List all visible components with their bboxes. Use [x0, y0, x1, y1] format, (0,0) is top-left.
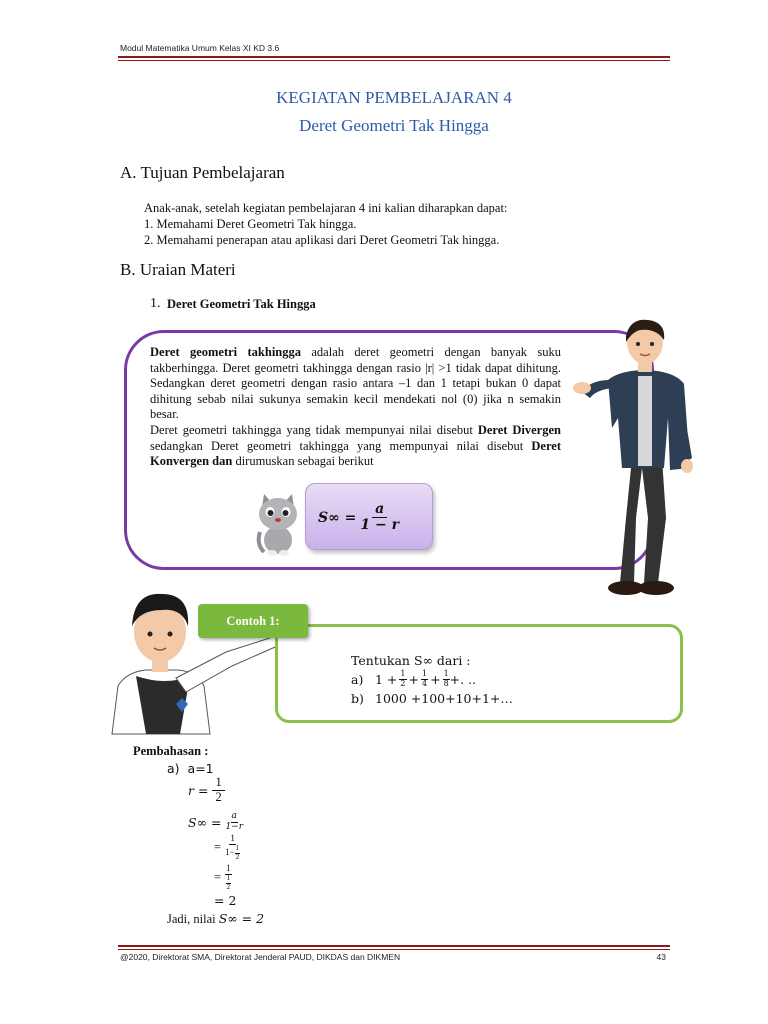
plus-sign-1: +	[408, 672, 419, 687]
definition-part-1: adalah deret geometri dengan banyak suku takberhingga. Deret geometri takhingga dengan rasio |r| >1 tidak dapat dihitung. Sedangkan deret geometri dengan rasio antara –1 dan 1 tetapi bukan 0 dapat dihitung sebab nilai sukunya semakin kecil mendekati nol (0) jika n semakin besar.	[150, 345, 561, 422]
definition-part-3: sedangkan Deret geometri takhingga yang mempunyai nilai disebut	[150, 438, 532, 453]
lesson-subtitle: Deret Geometri Tak Hingga	[299, 116, 489, 135]
step-2-den-fraction	[235, 845, 241, 861]
solution-r-fraction	[212, 776, 224, 805]
page-number: 43	[656, 952, 666, 962]
example-b-label: b)	[351, 691, 364, 706]
step-2-den-den: 2	[235, 852, 240, 861]
r-den: 2	[215, 789, 222, 804]
solution-s-formula	[188, 812, 243, 833]
header-text: Modul Matematika Umum Kelas XI KD 3.6	[120, 43, 280, 53]
objective-item-1: 1. Memahami Deret Geometri Tak hingga.	[144, 217, 357, 231]
footer-copyright: @2020, Direktorat SMA, Direktorat Jenderal PAUD, DIKDAS dan DIKMEN	[120, 952, 401, 962]
example-prompt: Tentukan S∞ dari :	[351, 653, 471, 668]
step-3-den-den: 2	[226, 882, 231, 891]
term-1-den: 2	[400, 679, 406, 688]
term-deret-geometri-takhingga: Deret geometri takhingga	[150, 345, 302, 359]
subsection-number: 1.	[150, 296, 161, 311]
section-a-intro: Anak-anak, setelah kegiatan pembelajaran 4 ini kalian diharapkan dapat:	[144, 201, 508, 215]
s-num: a	[231, 811, 237, 821]
step-2-num: 1	[230, 833, 235, 843]
solution-r	[188, 776, 225, 805]
term-1-num: 1	[400, 669, 406, 679]
conclusion-math: S∞ = 2	[218, 911, 265, 926]
example-b-expr: 1000 +100+10+1+…	[375, 691, 513, 706]
step-3-num: 1	[226, 863, 231, 873]
solution-step-4: = 2	[214, 893, 237, 908]
solution-s-lhs: S∞ =	[188, 814, 222, 830]
footer-rule	[118, 945, 670, 947]
term-deret-divergen: Deret Divergen	[477, 422, 561, 437]
definition-part-2: Deret geometri takhingga yang tidak mempunyai nilai disebut	[150, 422, 478, 437]
r-num: 1	[212, 776, 224, 791]
step-3-den-fraction	[226, 875, 232, 891]
step-2-den-prefix: 1−	[225, 847, 235, 858]
formula-expression	[318, 502, 399, 534]
formula-lhs: S∞ =	[318, 509, 357, 526]
example-a-label: a)	[351, 672, 364, 687]
example-a-term-1	[399, 670, 406, 689]
plus-sign-2: +	[430, 672, 441, 687]
solution-a-label: a)	[167, 761, 180, 776]
solution-a	[167, 761, 214, 776]
step-3-eq: =	[214, 870, 222, 885]
example-a-start: 1 +	[375, 672, 398, 687]
lesson-title: KEGIATAN PEMBELAJARAN 4	[276, 88, 512, 107]
cat-mascot-icon	[252, 492, 304, 556]
formula-denominator: 1 − r	[360, 517, 399, 534]
teacher-illustration-icon	[560, 318, 720, 604]
term-2-den: 4	[421, 679, 428, 688]
solution-s-fraction	[225, 812, 243, 833]
objective-item-2: 2. Memahami penerapan atau aplikasi dari Deret Geometri Tak hingga.	[144, 233, 500, 247]
example-item-b	[351, 689, 513, 708]
term-3-num: 1	[443, 669, 449, 679]
term-deret-konvergen: Deret Konvergen dan	[150, 438, 561, 469]
footer	[120, 952, 670, 962]
example-a-term-3	[443, 670, 450, 689]
footer-rule-thin	[118, 949, 670, 950]
example-item-a	[351, 670, 513, 689]
example-content	[351, 651, 513, 708]
solution-step-2	[214, 834, 240, 861]
formula-numerator: a	[372, 502, 387, 518]
conclusion-text: Jadi, nilai	[167, 912, 216, 926]
example-a-term-2	[421, 670, 428, 689]
solution-a-given: a=1	[187, 761, 214, 776]
step-2-den-num: 1	[235, 843, 240, 852]
solution-conclusion	[167, 911, 264, 927]
definition-part-4: dirumuskan sebagai berikut	[232, 454, 374, 469]
section-b-title: B. Uraian Materi	[120, 260, 236, 279]
header-rule-thin	[118, 60, 670, 61]
formula-box	[305, 483, 433, 550]
step-2-eq: =	[214, 840, 222, 855]
step-2-den	[225, 845, 240, 861]
definition-text	[150, 345, 561, 470]
header-rule	[118, 56, 670, 58]
term-2-num: 1	[421, 669, 428, 679]
step-3-fraction	[225, 864, 232, 891]
solution-step-3	[214, 864, 232, 891]
s-den: 1−r	[225, 821, 244, 832]
section-a-title: A. Tujuan Pembelajaran	[120, 163, 285, 182]
subsection-title: Deret Geometri Tak Hingga	[167, 297, 316, 311]
example-a-end: +. ..	[449, 672, 477, 687]
step-3-den-num: 1	[226, 873, 231, 882]
example-tab: Contoh 1:	[198, 604, 308, 638]
step-2-fraction	[225, 834, 240, 861]
term-3-den: 8	[443, 679, 449, 688]
solution-r-lhs: r =	[188, 782, 209, 798]
formula-fraction	[360, 502, 399, 534]
solution-heading: Pembahasan :	[133, 744, 209, 758]
